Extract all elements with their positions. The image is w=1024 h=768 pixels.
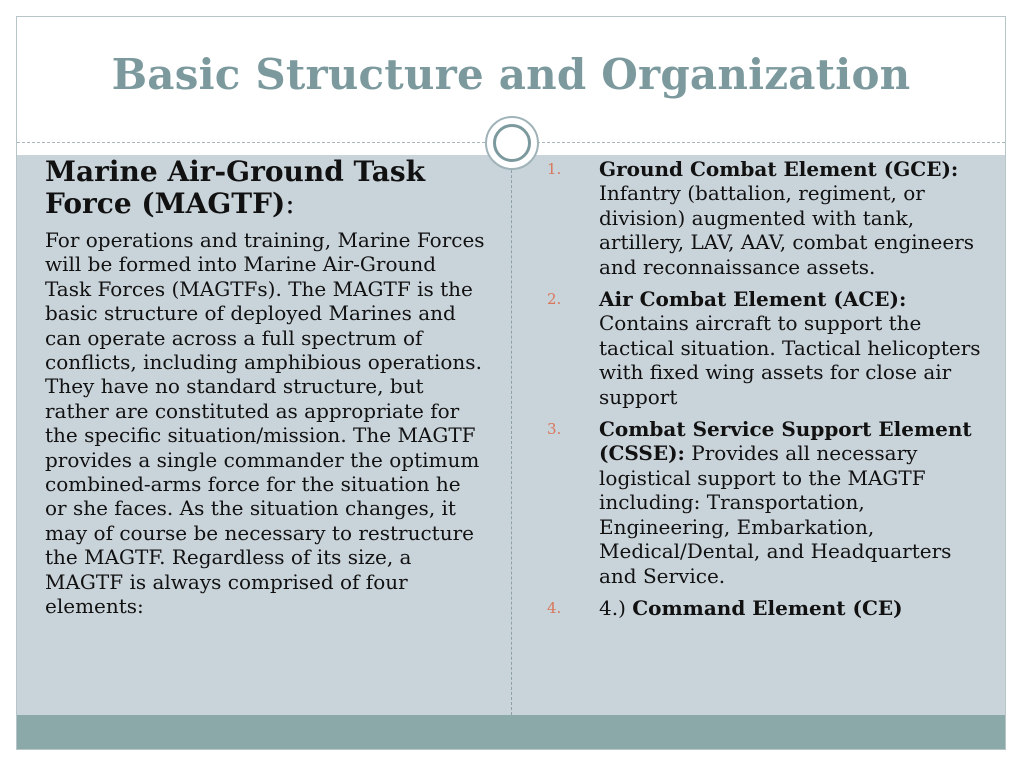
column-divider	[511, 155, 512, 715]
list-item-title: Combat Service Support Element (CSSE):	[599, 417, 972, 466]
magtf-heading	[45, 156, 485, 220]
magtf-description: For operations and training, Marine Forces will be formed into Marine Air-Ground Task Forces (MAGTFs). The MAGTF is the basic structure of deployed Marines and can operate across a full spectrum of conflicts, including amphibious operations. They have no standard structure, but rather are constituted as appropriate for the specific situation/mission. The MAGTF provides a single commander the optimum combined-arms force for the situation he or she faces. As the situation changes, it may of course be necessary to restructure the MAGTF. Regardless of its size, a MAGTF is always comprised of four elements:	[45, 228, 485, 619]
list-item-title: Ground Combat Element (GCE):	[599, 157, 959, 181]
list-item-text: Provides all necessary logistical support to the MAGTF including: Transportation, Engineering, Embarkation, Medical/Dental, and Headquarters and Service.	[599, 441, 952, 588]
list-item-ce	[540, 596, 990, 620]
list-item-prefix: 4.)	[599, 595, 633, 620]
magtf-heading-text: Marine Air-Ground Task Force (MAGTF)	[45, 155, 426, 220]
list-number: 4.	[547, 598, 562, 617]
list-item-csse	[540, 417, 990, 588]
list-item-text: Contains aircraft to support the tactical situation. Tactical helicopters with fixed wing assets for close air support	[599, 311, 981, 409]
list-item-gce	[540, 157, 990, 279]
circle-ornament-icon	[485, 116, 539, 170]
right-column	[540, 157, 990, 628]
list-number: 3.	[547, 420, 562, 439]
slide-title: Basic Structure and Organization	[111, 50, 911, 99]
list-item-ace	[540, 287, 990, 409]
circle-ornament-inner	[493, 124, 531, 162]
list-item-title: Air Combat Element (ACE):	[599, 287, 907, 312]
list-number: 1.	[547, 160, 562, 178]
list-item-text: Infantry (battalion, regiment, or division) augmented with tank, artillery, LAV, AAV, combat engineers and reconnaissance assets.	[599, 181, 975, 279]
left-column	[45, 156, 485, 619]
list-item-title: Command Element (CE)	[632, 595, 903, 620]
magtf-heading-colon: :	[285, 187, 295, 220]
footer-bar	[17, 715, 1005, 749]
list-number: 2.	[547, 290, 562, 309]
